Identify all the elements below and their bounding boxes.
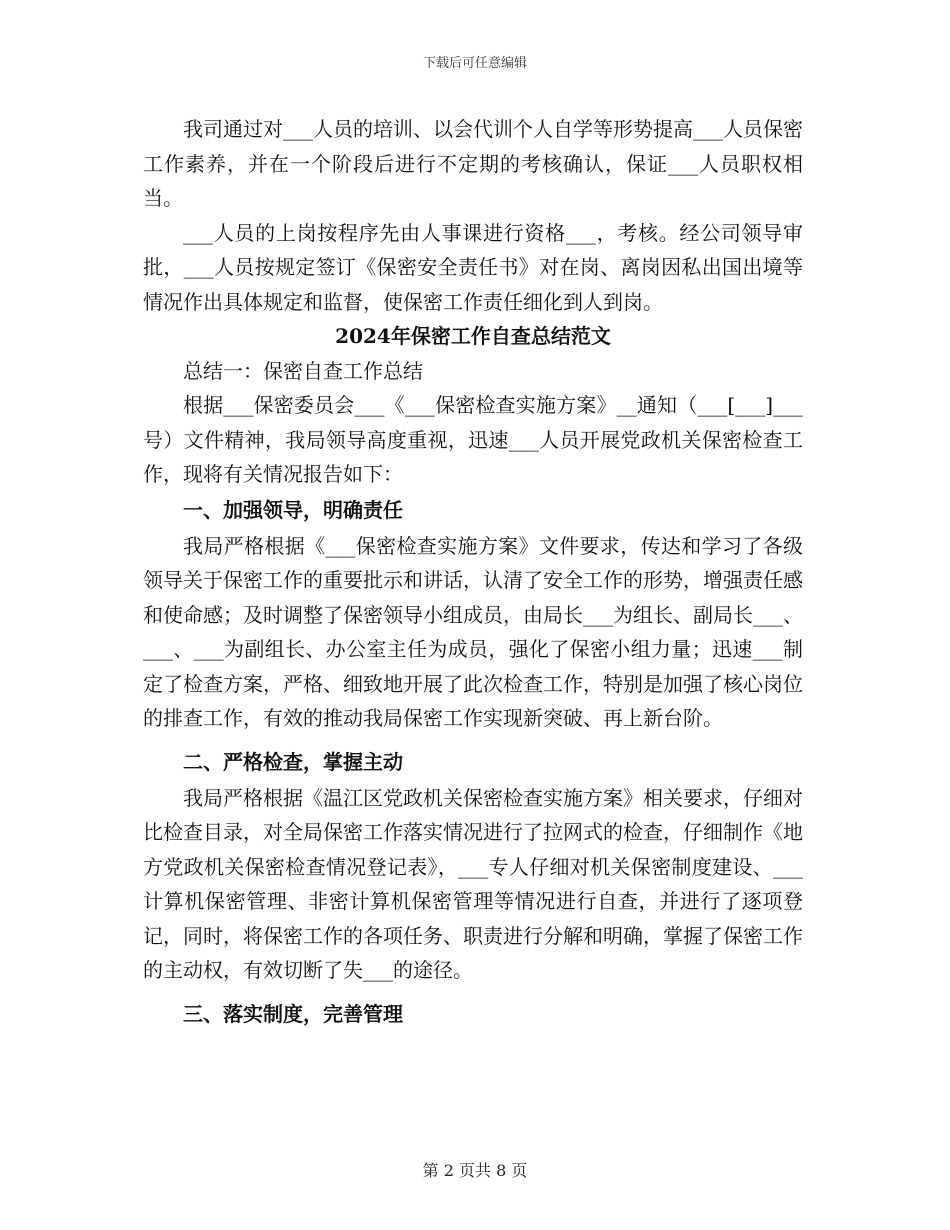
paragraph-training: 我司通过对___人员的培训、以会代训个人自学等形势提高___人员保密工作素养，并在一个阶段后进行不定期的考核确认，保证___人员职权相当。 [143, 117, 803, 210]
paragraph-intro: 根据___保密委员会___《___保密检查实施方案》__通知（___[___]___号）文件精神，我局领导高度重视，迅速___人员开展党政机关保密检查工作，现将有关情况报告如下： [143, 393, 803, 486]
section-heading-1: 一、加强领导，明确责任 [183, 497, 403, 522]
paragraph-onboarding: ___人员的上岗按程序先由人事课进行资格___，考核。经公司领导审批，___人员按规定签订《保密安全责任书》对在岗、离岗因私出国出境等情况作出具体规定和监督，使保密工作责任细化到人到岗。 [143, 220, 803, 314]
page-header: 下载后可任意编辑 [422, 56, 527, 71]
section-heading-2: 二、严格检查，掌握主动 [183, 749, 403, 774]
section-heading-3: 三、落实制度，完善管理 [183, 1001, 403, 1026]
document-title: 2024年保密工作自查总结范文 [335, 324, 611, 348]
paragraph-leadership: 我局严格根据《___保密检查实施方案》文件要求，传达和学习了各级领导关于保密工作的重要批示和讲话，认清了安全工作的形势，增强责任感和使命感；及时调整了保密领导小组成员，由局长___为组长、副局长___、___、___为副组长、办公室主任为成员，强化了保密小组力量；迅速___制定了检查方案，严格、细致地开展了此次检查工作，特别是加强了核心岗位的排查工作，有效的推动我局保密工作实现新突破、再上新台阶。 [143, 533, 803, 730]
page-footer: 第 2 页共 8 页 [422, 1161, 528, 1180]
document-body [143, 112, 803, 1033]
summary-label: 总结一：保密自查工作总结 [183, 358, 423, 383]
paragraph-inspection: 我局严格根据《温江区党政机关保密检查实施方案》相关要求，仔细对比检查目录，对全局保密工作落实情况进行了拉网式的检查，仔细制作《地方党政机关保密检查情况登记表》，___专人仔细对机关保密制度建设、___计算机保密管理、非密计算机保密管理等情况进行自查，并进行了逐项登记，同时，将保密工作的各项任务、职责进行分解和明确，掌握了保密工作的主动权，有效切断了失___的途径。 [143, 785, 803, 982]
